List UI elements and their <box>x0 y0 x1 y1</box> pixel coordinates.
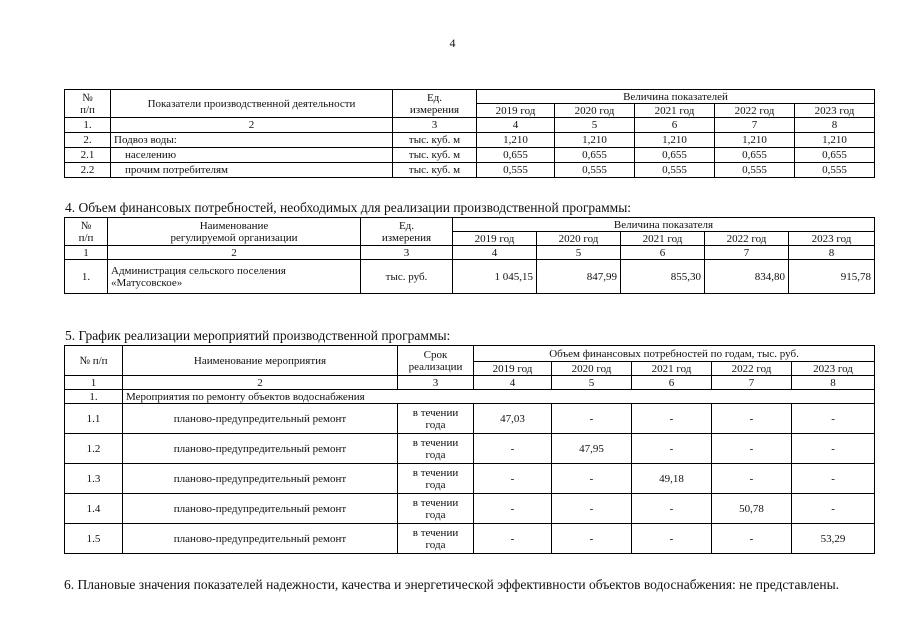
row-value: 1,210 <box>555 133 635 148</box>
row-activity: планово-предупредительный ремонт <box>123 464 398 494</box>
row-num: 1.2 <box>65 434 123 464</box>
header-year: 2021 год <box>621 232 705 246</box>
row-activity: планово-предупредительный ремонт <box>123 494 398 524</box>
header-activity: Наименование мероприятия <box>123 346 398 376</box>
row-value: 50,78 <box>712 494 792 524</box>
row-value: 49,18 <box>632 464 712 494</box>
row-term: в течении года <box>398 464 474 494</box>
header-year: 2022 год <box>715 104 795 118</box>
row-value: - <box>632 494 712 524</box>
column-index: 3 <box>361 246 453 260</box>
header-unit: Ед. измерения <box>393 90 477 118</box>
row-value: - <box>552 404 632 434</box>
row-value: - <box>632 404 712 434</box>
header-year: 2020 год <box>555 104 635 118</box>
column-index: 8 <box>792 376 875 390</box>
row-num: 2.1 <box>65 148 111 163</box>
header-indicator: Показатели производственной деятельности <box>111 90 393 118</box>
table-row <box>65 404 875 434</box>
row-activity: планово-предупредительный ремонт <box>123 524 398 554</box>
group-title: Мероприятия по ремонту объектов водоснабжения <box>123 390 875 404</box>
row-term: в течении года <box>398 494 474 524</box>
page-number: 4 <box>449 36 456 50</box>
row-value: 0,555 <box>477 163 555 178</box>
row-value: 1,210 <box>795 133 875 148</box>
row-unit: тыс. руб. <box>361 260 453 294</box>
column-index: 5 <box>555 118 635 133</box>
row-value: 855,30 <box>621 260 705 294</box>
column-index: 4 <box>453 246 537 260</box>
row-value: - <box>712 434 792 464</box>
column-index: 8 <box>789 246 875 260</box>
column-index: 2 <box>108 246 361 260</box>
header-organization: Наименование регулируемой организации <box>108 218 361 246</box>
column-index: 7 <box>705 246 789 260</box>
row-value: - <box>792 434 875 464</box>
column-index: 1. <box>65 118 111 133</box>
row-value: 0,555 <box>555 163 635 178</box>
row-value: 0,555 <box>715 163 795 178</box>
row-value: - <box>552 464 632 494</box>
header-values-group: Объем финансовых потребностей по годам, тыс. руб. <box>474 346 875 362</box>
column-index: 6 <box>635 118 715 133</box>
row-value: 1,210 <box>477 133 555 148</box>
row-value: - <box>474 524 552 554</box>
header-year: 2020 год <box>552 362 632 376</box>
header-year: 2021 год <box>635 104 715 118</box>
row-value: 834,80 <box>705 260 789 294</box>
column-index: 5 <box>552 376 632 390</box>
header-year: 2022 год <box>712 362 792 376</box>
column-index: 5 <box>537 246 621 260</box>
row-value: 915,78 <box>789 260 875 294</box>
financial-needs-table <box>64 217 875 294</box>
row-value: 47,03 <box>474 404 552 434</box>
row-value: - <box>792 494 875 524</box>
row-unit: тыс. куб. м <box>393 148 477 163</box>
header-values-group: Величина показателей <box>477 90 875 104</box>
row-value: - <box>712 404 792 434</box>
column-index: 4 <box>474 376 552 390</box>
column-index: 6 <box>632 376 712 390</box>
row-value: - <box>474 494 552 524</box>
row-num: 1. <box>65 260 108 294</box>
header-num: № п/п <box>65 90 111 118</box>
header-year: 2020 год <box>537 232 621 246</box>
row-num: 1.1 <box>65 404 123 434</box>
row-activity: планово-предупредительный ремонт <box>123 404 398 434</box>
row-unit: тыс. куб. м <box>393 133 477 148</box>
row-name: прочим потребителям <box>111 163 393 178</box>
row-value: 1 045,15 <box>453 260 537 294</box>
activities-schedule-table <box>64 345 875 554</box>
row-term: в течении года <box>398 434 474 464</box>
row-value: - <box>474 464 552 494</box>
header-year: 2019 год <box>477 104 555 118</box>
row-organization: Администрация сельского поселения «Матусовское» <box>108 260 361 294</box>
row-value: 53,29 <box>792 524 875 554</box>
row-value: - <box>712 524 792 554</box>
header-values-group: Величина показателя <box>453 218 875 232</box>
header-year: 2022 год <box>705 232 789 246</box>
row-activity: планово-предупредительный ремонт <box>123 434 398 464</box>
row-name: Подвоз воды: <box>111 133 393 148</box>
section-5-title: 5. График реализации мероприятий производственной программы: <box>65 328 451 343</box>
row-value: - <box>792 464 875 494</box>
table-row <box>65 524 875 554</box>
row-num: 1.5 <box>65 524 123 554</box>
table-row <box>65 133 875 148</box>
row-value: - <box>632 524 712 554</box>
header-num: № п/п <box>65 218 108 246</box>
row-value: - <box>552 494 632 524</box>
column-index: 3 <box>393 118 477 133</box>
header-unit: Ед. измерения <box>361 218 453 246</box>
row-value: 1,210 <box>635 133 715 148</box>
row-value: - <box>712 464 792 494</box>
header-year: 2021 год <box>632 362 712 376</box>
header-num: № п/п <box>65 346 123 376</box>
row-value: 0,655 <box>555 148 635 163</box>
row-value: 0,555 <box>635 163 715 178</box>
group-row <box>65 390 875 404</box>
row-value: 0,555 <box>795 163 875 178</box>
column-index: 7 <box>712 376 792 390</box>
section-4-title: 4. Объем финансовых потребностей, необходимых для реализации производственной программы: <box>65 200 632 215</box>
table-row <box>65 464 875 494</box>
row-value: - <box>632 434 712 464</box>
column-index: 8 <box>795 118 875 133</box>
table-row <box>65 148 875 163</box>
column-index: 7 <box>715 118 795 133</box>
section-6-text: 6. Плановые значения показателей надежности, качества и энергетической эффективности объектов водоснабжения: не представлены. <box>64 577 840 592</box>
table-row <box>65 434 875 464</box>
row-num: 2. <box>65 133 111 148</box>
row-value: 0,655 <box>795 148 875 163</box>
column-index: 1 <box>65 246 108 260</box>
row-value: - <box>552 524 632 554</box>
row-value: 847,99 <box>537 260 621 294</box>
header-year: 2023 год <box>795 104 875 118</box>
row-value: 1,210 <box>715 133 795 148</box>
row-value: 0,655 <box>715 148 795 163</box>
row-value: 0,655 <box>477 148 555 163</box>
row-value: - <box>474 434 552 464</box>
header-term: Срок реализации <box>398 346 474 376</box>
table-row <box>65 494 875 524</box>
header-year: 2019 год <box>474 362 552 376</box>
column-index: 6 <box>621 246 705 260</box>
column-index: 1 <box>65 376 123 390</box>
row-unit: тыс. куб. м <box>393 163 477 178</box>
row-name: населению <box>111 148 393 163</box>
header-year: 2023 год <box>792 362 875 376</box>
row-num: 2.2 <box>65 163 111 178</box>
column-index: 3 <box>398 376 474 390</box>
table-row <box>65 260 875 294</box>
production-indicators-table <box>64 89 875 178</box>
row-value: 0,655 <box>635 148 715 163</box>
row-term: в течении года <box>398 524 474 554</box>
column-index: 4 <box>477 118 555 133</box>
header-year: 2023 год <box>789 232 875 246</box>
row-value: - <box>792 404 875 434</box>
header-year: 2019 год <box>453 232 537 246</box>
table-row <box>65 163 875 178</box>
row-value: 47,95 <box>552 434 632 464</box>
column-index: 2 <box>123 376 398 390</box>
row-num: 1. <box>65 390 123 404</box>
row-num: 1.4 <box>65 494 123 524</box>
column-index: 2 <box>111 118 393 133</box>
row-term: в течении года <box>398 404 474 434</box>
row-num: 1.3 <box>65 464 123 494</box>
